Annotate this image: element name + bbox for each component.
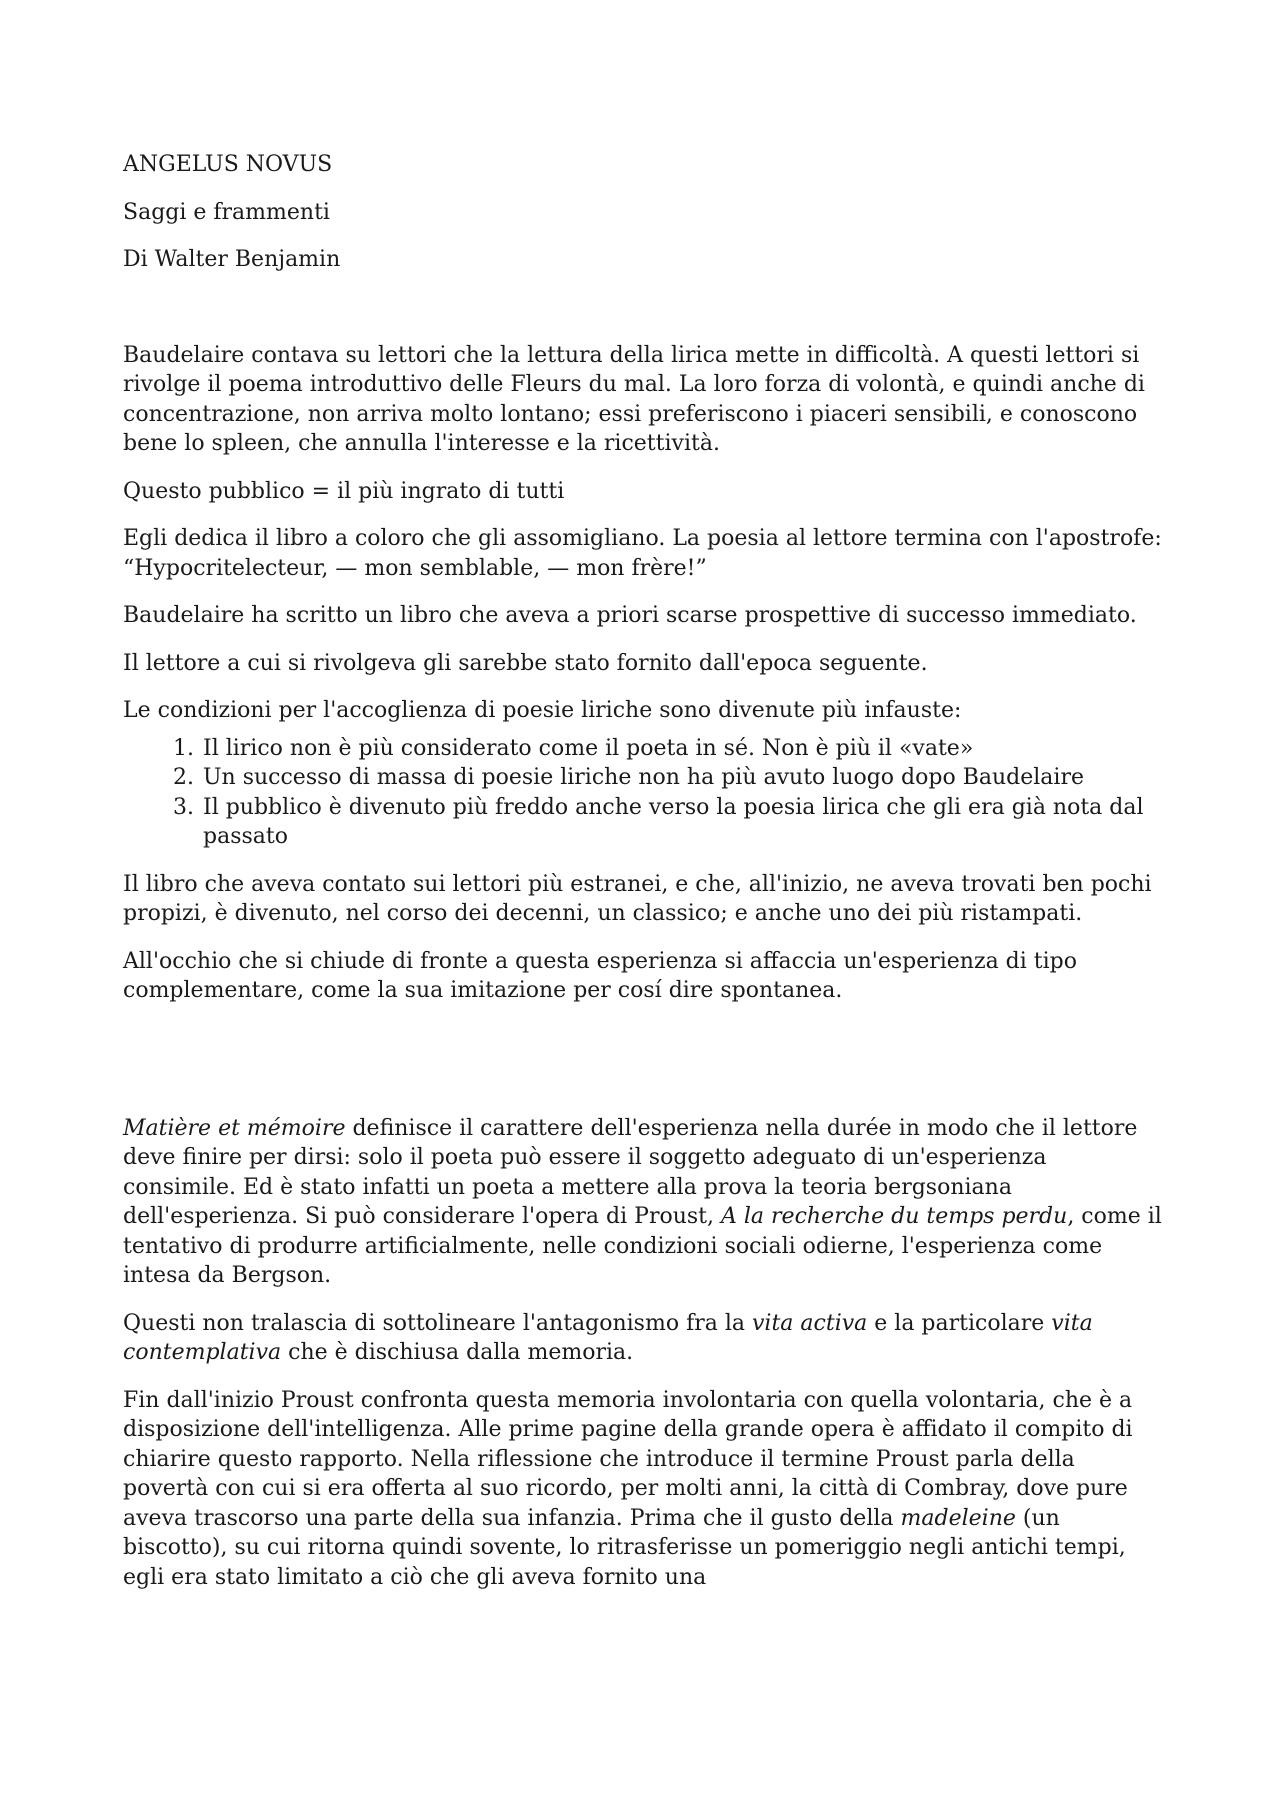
paragraph: Egli dedica il libro a coloro che gli assomigliano. La poesia al lettore termina con l'apostrofe: “Hypocritelecteur, — mon semblable, — mon frère!”	[123, 526, 1162, 581]
text-run: (un biscotto), su cui ritorna quindi sovente, lo ritrasferisse un pomeriggio negli antichi tempi, egli era stato limitato a ciò che gli aveva fornito una	[123, 1505, 1126, 1590]
paragraph: Baudelaire contava su lettori che la lettura della lirica mette in difficoltà. A questi lettori si rivolge il poema introduttivo delle Fleurs du mal. La loro forza di volontà, e quindi anche di concentrazione, non arriva molto lontano; essi preferiscono i piaceri sensibili, e conoscono bene lo spleen, che annulla l'interesse e la ricettività.	[123, 342, 1145, 456]
paragraph: Il libro che aveva contato sui lettori più estranei, e che, all'inizio, ne aveva trovati ben pochi propizi, è divenuto, nel corso dei decenni, un classico; e anche uno dei più ristampati.	[123, 871, 1152, 926]
paragraph	[123, 1309, 1163, 1368]
conditions-list	[123, 734, 1163, 852]
list-item: 3. Il pubblico è divenuto più freddo anche verso la poesia lirica che gli era già nota dal passato	[201, 793, 1163, 852]
paragraph	[123, 1114, 1163, 1291]
text-run: , come il tentativo di produrre artificialmente, nelle condizioni sociali odierne, l'esperienza come intesa da Bergson.	[123, 1204, 1162, 1288]
text-run: Questi non tralascia di sottolineare l'antagonismo fra la	[123, 1310, 752, 1336]
section-baudelaire	[123, 341, 1163, 1006]
italic-term: vita contemplativa	[123, 1310, 1093, 1365]
list-item: 1. Il lirico non è più considerato come il poeta in sé. Non è più il «vate»	[201, 734, 1163, 764]
paragraph: Questo pubblico = il più ingrato di tutti	[123, 478, 565, 504]
text-run: definisce il carattere dell'esperienza nella durée in modo che il lettore deve finire per dirsi: solo il poeta può essere il soggetto adeguato di un'esperienza consimile. Ed è stato infatti un poeta a mettere alla prova la teoria bergsoniana dell'esperienza. Si può considerare l'opera di Proust,	[123, 1115, 1138, 1229]
text-run: e la particolare	[867, 1310, 1052, 1336]
book-author: Di Walter Benjamin	[123, 247, 341, 272]
paragraph: Il lettore a cui si rivolgeva gli sarebbe stato fornito dall'epoca seguente.	[123, 650, 928, 676]
italic-title: A la recherche du temps perdu	[721, 1204, 1068, 1229]
paragraph	[123, 1386, 1163, 1593]
paragraph: Baudelaire ha scritto un libro che aveva a priori scarse prospettive di successo immediato.	[123, 603, 1137, 628]
paragraph: Le condizioni per l'accoglienza di poesie liriche sono divenute più infauste:	[123, 698, 962, 723]
italic-title: Matière et mémoire	[123, 1115, 346, 1141]
book-title: ANGELUS NOVUS	[123, 152, 333, 177]
document-page	[123, 150, 1163, 1610]
book-subtitle: Saggi e frammenti	[123, 199, 330, 225]
text-run: Fin dall'inizio Proust confronta questa memoria involontaria con quella volontaria, che è a disposizione dell'intelligenza. Alle prime pagine della grande opera è affidato il compito di chiarire questo rapporto. Nella riflessione che introduce il termine Proust parla della povertà con cui si era offerta al suo ricordo, per molti anni, la città di Combray, dove pure aveva trascorso una parte della sua infanzia. Prima che il gusto della	[123, 1387, 1133, 1531]
section-proust	[123, 1114, 1163, 1593]
italic-term: madeleine	[900, 1505, 1016, 1531]
list-item: 2. Un successo di massa di poesie liriche non ha più avuto luogo dopo Baudelaire	[201, 763, 1163, 793]
italic-term: vita activa	[752, 1310, 868, 1336]
document-header	[123, 150, 1163, 275]
paragraph: All'occhio che si chiude di fronte a questa esperienza si affaccia un'esperienza di tipo complementare, come la sua imitazione per cosí dire spontanea.	[123, 948, 1077, 1003]
text-run: che è dischiusa dalla memoria.	[281, 1340, 634, 1365]
